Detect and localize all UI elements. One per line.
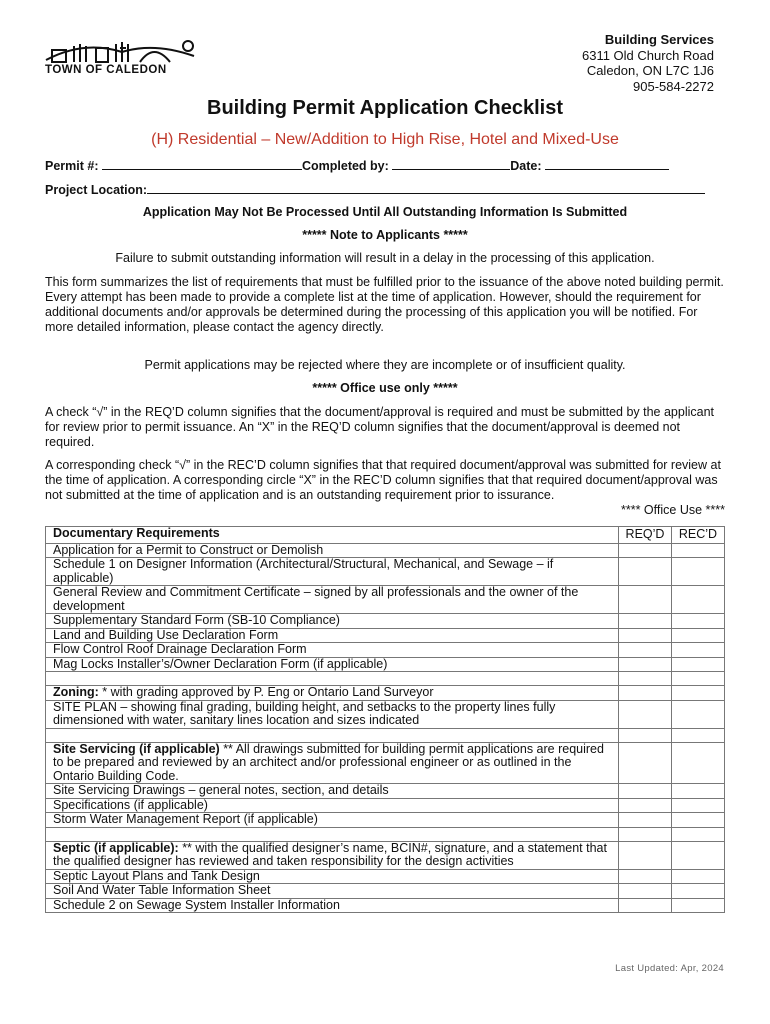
site-servicing-heading: Site Servicing (if applicable) <box>53 741 220 756</box>
table-header-row <box>46 527 725 544</box>
reqd-checkbox[interactable] <box>619 884 672 899</box>
zoning-section-row <box>46 686 725 701</box>
requirement-item: Flow Control Roof Drainage Declaration Form <box>46 643 619 658</box>
table-row <box>46 558 725 586</box>
table-row <box>46 813 725 828</box>
recd-checkbox[interactable] <box>672 700 725 728</box>
recd-checkbox[interactable] <box>672 784 725 799</box>
recd-checkbox[interactable] <box>672 543 725 558</box>
recd-checkbox[interactable] <box>672 813 725 828</box>
reqd-checkbox[interactable] <box>619 700 672 728</box>
table-row <box>46 898 725 913</box>
recd-explanation: A corresponding check “√” in the REC’D column signifies that that required document/approval was submitted for review at the time of application. A corresponding circle “X” in the REC’D column signifies that that required document/approval was not submitted at the time of application and is an outstanding requirement prior to issurance. <box>45 458 721 502</box>
logo-text: TOWN OF CALEDON <box>45 64 167 76</box>
requirement-item: Septic Layout Plans and Tank Design <box>46 869 619 884</box>
site-servicing-note: ** All drawings submitted for building permit applications are required to be prepared and reviewed by an architect and/or professional engineer or as outlined in the Ontario Building Code. <box>53 741 604 783</box>
zoning-note: * with grading approved by P. Eng or Ontario Land Surveyor <box>98 685 434 699</box>
table-row <box>46 628 725 643</box>
department-name: Building Services <box>604 32 714 47</box>
reqd-explanation: A check “√” in the REQ’D column signifies that the document/approval is required and must be submitted by the applicant for review prior to permit issuance. An “X” in the REQ’D column signifies that the document/approval is deemed not required. <box>45 405 715 449</box>
address-line-1: 6311 Old Church Road <box>581 47 714 63</box>
project-location-row <box>45 182 705 197</box>
recd-checkbox[interactable] <box>672 798 725 813</box>
requirements-table <box>45 526 725 913</box>
date-label: Date: <box>510 159 542 173</box>
septic-note: ** with the qualified designer’s name, BCIN#, signature, and a statement that the qualified designer has reviewed and taken responsibility for the design activities <box>53 840 607 868</box>
table-row <box>46 869 725 884</box>
table-row <box>46 798 725 813</box>
requirement-item: Storm Water Management Report (if applicable) <box>46 813 619 828</box>
site-servicing-heading-cell <box>46 742 619 784</box>
table-spacer-row <box>46 827 725 841</box>
recd-checkbox[interactable] <box>672 898 725 913</box>
address-line-2: Caledon, ON L7C 1J6 <box>586 63 714 78</box>
requirement-item: Application for a Permit to Construct or Demolish <box>46 543 619 558</box>
project-location-field[interactable] <box>147 182 705 194</box>
table-row <box>46 614 725 629</box>
requirement-item: Land and Building Use Declaration Form <box>46 628 619 643</box>
table-row <box>46 784 725 799</box>
requirement-item: Specifications (if applicable) <box>46 798 619 813</box>
recd-checkbox[interactable] <box>672 558 725 586</box>
reqd-checkbox[interactable] <box>619 784 672 799</box>
recd-checkbox[interactable] <box>672 586 725 614</box>
site-servicing-section-row <box>46 742 725 784</box>
permit-number-field[interactable] <box>102 158 302 170</box>
last-updated: Last Updated: Apr, 2024 <box>615 963 724 974</box>
requirement-item: Mag Locks Installer’s/Owner Declaration Form (if applicable) <box>46 657 619 672</box>
table-row <box>46 543 725 558</box>
reqd-checkbox[interactable] <box>619 558 672 586</box>
documentary-requirements-heading: Documentary Requirements <box>46 527 619 544</box>
note-heading: ***** Note to Applicants ***** <box>302 228 468 242</box>
reqd-checkbox[interactable] <box>619 798 672 813</box>
completed-by-label: Completed by: <box>301 159 389 173</box>
recd-checkbox[interactable] <box>672 628 725 643</box>
office-use-heading: ***** Office use only ***** <box>312 381 458 395</box>
reqd-checkbox[interactable] <box>619 543 672 558</box>
table-spacer-row <box>46 728 725 742</box>
zoning-heading: Zoning: <box>53 685 99 699</box>
summary-paragraph: This form summarizes the list of requirements that must be fulfilled prior to the issuance of the above noted building permit. Every attempt has been made to provide a complete list at the time of application. However, should the requirement for additional documents and/or approvals be determined during the processing of this application you will be notified. For more detailed information, please contact the agency directly. <box>45 275 724 334</box>
reqd-column-header: REQ’D <box>619 527 672 544</box>
permit-fields-row <box>45 158 669 173</box>
table-row <box>46 643 725 658</box>
requirement-item: Schedule 1 on Designer Information (Architectural/Structural, Mechanical, and Sewage – if applicable) <box>46 558 619 586</box>
requirement-item: Site Servicing Drawings – general notes, section, and details <box>46 784 619 799</box>
phone-number: 905-584-2272 <box>633 78 714 94</box>
requirement-item: General Review and Commitment Certificate – signed by all professionals and the owner of the development <box>46 586 619 614</box>
page-title: Building Permit Application Checklist <box>207 97 563 119</box>
recd-checkbox[interactable] <box>672 884 725 899</box>
failure-notice: Failure to submit outstanding information will result in a delay in the processing of this application. <box>115 251 655 265</box>
reqd-checkbox[interactable] <box>619 586 672 614</box>
reqd-checkbox[interactable] <box>619 614 672 629</box>
processing-notice: Application May Not Be Processed Until All Outstanding Information Is Submitted <box>142 205 628 219</box>
table-row <box>46 700 725 728</box>
office-use-label: **** Office Use **** <box>621 503 725 517</box>
table-spacer-row <box>46 672 725 686</box>
project-location-label: Project Location: <box>45 183 148 197</box>
requirement-item: Supplementary Standard Form (SB-10 Compliance) <box>46 614 619 629</box>
recd-column-header: REC’D <box>672 527 725 544</box>
recd-checkbox[interactable] <box>672 657 725 672</box>
permit-label: Permit #: <box>45 159 99 173</box>
rejection-notice: Permit applications may be rejected where they are incomplete or of insufficient quality. <box>144 358 626 372</box>
septic-heading-cell <box>46 841 619 869</box>
septic-section-row <box>46 841 725 869</box>
table-row <box>46 657 725 672</box>
requirement-item: Schedule 2 on Sewage System Installer Information <box>46 898 619 913</box>
reqd-checkbox[interactable] <box>619 813 672 828</box>
reqd-checkbox[interactable] <box>619 657 672 672</box>
reqd-checkbox[interactable] <box>619 643 672 658</box>
department-address <box>582 32 714 94</box>
date-field[interactable] <box>545 158 669 170</box>
table-row <box>46 586 725 614</box>
recd-checkbox[interactable] <box>672 869 725 884</box>
page-subtitle: (H) Residential – New/Addition to High Rise, Hotel and Mixed-Use <box>151 131 619 148</box>
reqd-checkbox[interactable] <box>619 628 672 643</box>
completed-by-field[interactable] <box>392 158 510 170</box>
reqd-checkbox[interactable] <box>619 898 672 913</box>
requirement-item: Soil And Water Table Information Sheet <box>46 884 619 899</box>
reqd-checkbox[interactable] <box>619 869 672 884</box>
table-row <box>46 884 725 899</box>
recd-checkbox[interactable] <box>672 643 725 658</box>
requirement-item: SITE PLAN – showing final grading, building height, and setbacks to the property lines fully dimensioned with water, sanitary lines location and sizes indicated <box>46 700 619 728</box>
zoning-heading-cell <box>46 686 619 701</box>
recd-checkbox[interactable] <box>672 614 725 629</box>
septic-heading: Septic (if applicable): <box>53 840 179 855</box>
